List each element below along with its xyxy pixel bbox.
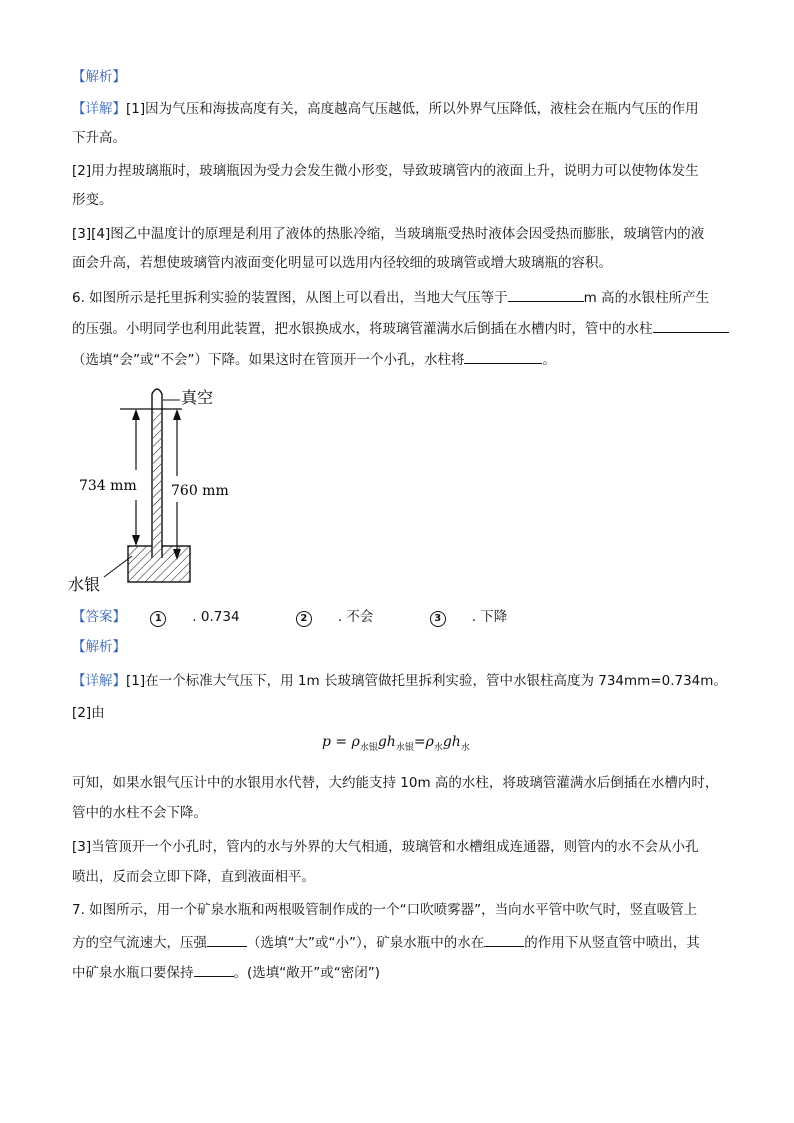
right-height-label: 760 mm	[171, 483, 229, 499]
detail-paragraph-line: 面会升高，若想使玻璃管内液面变化明显可以选用内径较细的玻璃管或增大玻璃瓶的容积。	[72, 255, 612, 271]
torricelli-figure	[60, 378, 260, 600]
detail-paragraph-line: [2]由	[72, 705, 105, 721]
answer-row	[72, 607, 559, 627]
question-7-line: 7. 如图所示，用一个矿泉水瓶和两根吸管制作成的一个“口吹喷雾器”，当向水平管中吹气时，竖直吸管上	[72, 902, 698, 918]
question-6-line: （选填“会”或“不会”）下降。如果这时在管顶开一个小孔，水柱将 。	[72, 349, 556, 370]
answer-blank	[508, 287, 584, 302]
detail-paragraph-line: 管中的水柱不会下降。	[72, 805, 207, 821]
detail-label: 【详解】	[72, 673, 126, 689]
answer-blank	[484, 932, 524, 947]
question-7-line: 方的空气流速大，压强 （选填“大”或“小”），矿泉水瓶中的水在 的作用下从竖直管中喷出，其	[72, 932, 700, 953]
answer-blank	[653, 318, 729, 333]
left-height-label: 734 mm	[79, 478, 137, 494]
detail-paragraph-line: 形变。	[72, 192, 113, 208]
detail-paragraph-line: [3][4]图乙中温度计的原理是利用了液体的热胀冷缩，当玻璃瓶受热时液体会因受热而膨胀，玻璃管内的液	[72, 226, 705, 242]
detail-paragraph-line: 下升高。	[72, 130, 126, 146]
detail-paragraph-line: [3]当管顶开一个小孔时，管内的水与外界的大气相通，玻璃管和水槽组成连通器，则管内的水不会从小孔	[72, 839, 699, 855]
analysis-heading: 【解析】	[72, 639, 126, 655]
mercury-label: 水银	[68, 575, 101, 594]
answer-item: 3 . 下降	[430, 609, 534, 625]
answer-blank	[464, 349, 542, 364]
question-7-line: 中矿泉水瓶口要保持 。(选填“敞开”或“密闭”)	[72, 962, 380, 983]
answer-label: 【答案】	[72, 609, 126, 625]
answer-item: 2 . 不会	[296, 609, 400, 625]
pressure-formula: $p = \rho_{水银}gh_{水银}=\rho_水gh_水$	[322, 734, 470, 753]
question-6-line: 6. 如图所示是托里拆利实验的装置图，从图上可以看出，当地大气压等于 m 高的水银柱所产生	[72, 287, 709, 308]
vacuum-label: 真空	[181, 388, 214, 407]
detail-paragraph-line: 【详解】[1]因为气压和海拔高度有关，高度越高气压越低，所以外界气压降低，液柱会在瓶内气压的作用	[72, 101, 699, 117]
detail-paragraph-line: 【详解】[1]在一个标准大气压下，用 1m 长玻璃管做托里拆利实验，管中水银柱高度为 734mm=0.734m。	[72, 673, 727, 689]
detail-paragraph-line: 可知，如果水银气压计中的水银用水代替，大约能支持 10m 高的水柱，将玻璃管灌满水后倒插在水槽内时，	[72, 775, 719, 791]
detail-paragraph-line: [2]用力捏玻璃瓶时，玻璃瓶因为受力会发生微小形变，导致玻璃管内的液面上升，说明力可以使物体发生	[72, 163, 699, 179]
answer-item: 1 . 0.734	[150, 609, 265, 625]
detail-label: 【详解】	[72, 101, 126, 117]
answer-blank	[194, 962, 234, 977]
answer-blank	[207, 932, 247, 947]
mercury-column	[153, 412, 161, 558]
detail-paragraph-line: 喷出，反而会立即下降，直到液面相平。	[72, 869, 315, 885]
analysis-heading: 【解析】	[72, 69, 126, 85]
question-6-line: 的压强。小明同学也利用此装置，把水银换成水，将玻璃管灌满水后倒插在水槽内时，管中的水柱	[72, 318, 729, 339]
